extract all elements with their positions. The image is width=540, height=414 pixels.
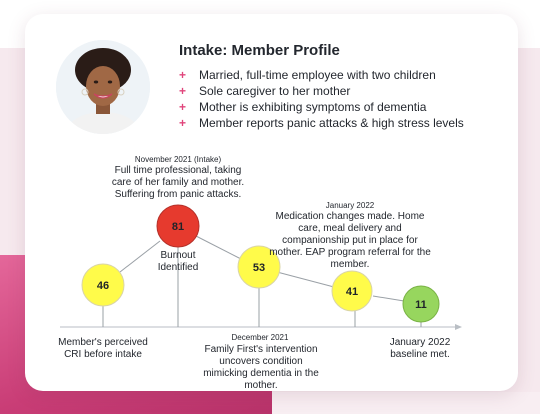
node5-label: January 2022 baseline met. (389, 337, 451, 360)
node2-date: November 2021 (Intake) (134, 155, 222, 164)
node2-note: Full time professional, taking care of her family and mother. Suffering from panic attacks. (111, 165, 245, 200)
plus-icon: + (179, 68, 187, 82)
node-value: 11 (415, 299, 427, 311)
node3-date: December 2021 (231, 333, 289, 342)
plus-icon: + (179, 100, 187, 114)
timeline-node-4 (332, 271, 372, 311)
node3-note: Family First's intervention uncovers condition mimicking dementia in the mother. (203, 344, 319, 391)
profile-bullet-text: Mother is exhibiting symptoms of dementia (199, 100, 427, 114)
profile-bullet-text: Married, full-time employee with two children (199, 68, 436, 82)
timeline-axis-arrowhead (455, 324, 462, 330)
profile-bullet-text: Member reports panic attacks & high stress levels (199, 116, 464, 130)
node2-label: Burnout Identified (157, 250, 199, 273)
trend-line (373, 296, 404, 301)
node-value: 41 (345, 286, 359, 298)
profile-bullet-text: Sole caregiver to her mother (199, 84, 351, 98)
plus-icon: + (179, 84, 187, 98)
trend-line (277, 272, 334, 287)
node4-note: Medication changes made. Home care, meal delivery and companionship put in place for mother. EAP program referral for the member. (269, 211, 431, 270)
node-value: 81 (171, 221, 185, 233)
node-value: 53 (252, 262, 266, 274)
node1-label: Member's perceived CRI before intake (58, 337, 148, 360)
timeline-node-5 (403, 286, 439, 322)
timeline-node-1 (82, 264, 124, 306)
timeline-node-2 (157, 205, 199, 247)
node-value: 46 (96, 280, 110, 292)
profile-title: Intake: Member Profile (179, 42, 340, 59)
plus-icon: + (179, 116, 187, 130)
node4-date: January 2022 (325, 201, 375, 210)
